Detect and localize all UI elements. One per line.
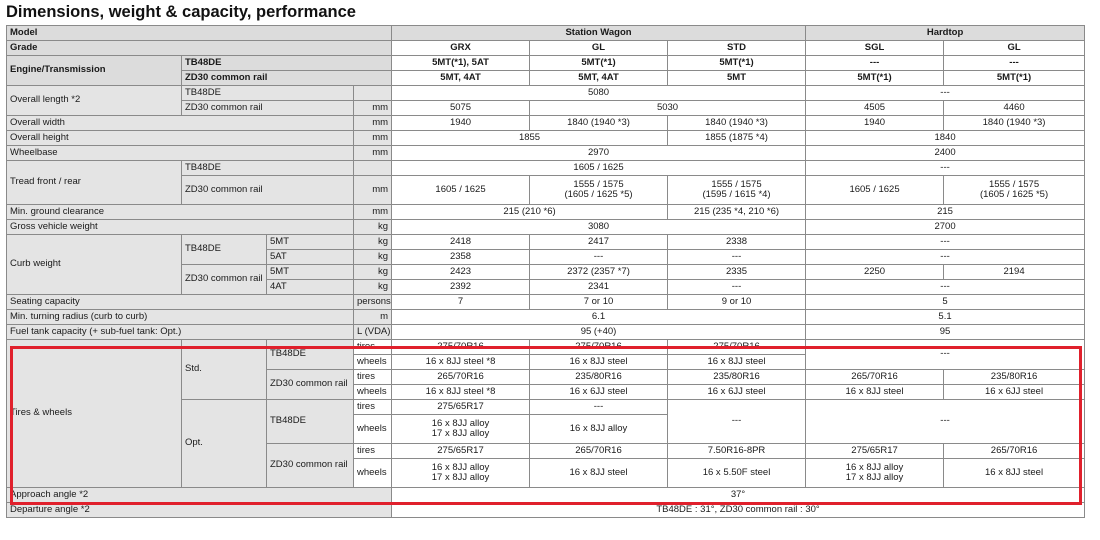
tw-std-tb-tires-std: 275/70R16 [668,340,806,355]
curb-weight-label: Curb weight [7,235,182,295]
row-tw-std-tb-tires [7,340,1085,355]
tw-opt-zd-engine: ZD30 common rail [267,444,354,488]
tread-zd-unit: mm [354,176,392,205]
curb-zd-5mt-std: 2335 [668,265,806,280]
overall-height-label: Overall height [7,131,354,146]
fuel-tank-unit: L (VDA) [354,325,392,340]
tw-std-tb-engine: TB48DE [267,340,354,370]
curb-zd-5mt-trans: 5MT [267,265,354,280]
tw-opt-zd-tires-gl-hardtop: 265/70R16 [944,444,1085,459]
tw-opt-tb-wheels-grx-line1: 16 x 8JJ alloy [431,417,490,429]
engine-zd30: ZD30 common rail [182,71,392,86]
curb-tb-5at-hardtop: --- [806,250,1085,265]
curb-tb-5mt-gl: 2417 [530,235,668,250]
curb-tb-5at-grx: 2358 [392,250,530,265]
grade-sgl: SGL [806,41,944,56]
tw-opt-zd-wheels-gl: 16 x 8JJ steel [530,459,668,488]
tw-opt-zd-wheels-grx-line1: 16 x 8JJ alloy [431,461,490,473]
tw-std-zd-tires-gl: 235/80R16 [530,370,668,385]
tw-opt-tb-std: --- [668,400,806,444]
seating-std: 9 or 10 [668,295,806,310]
row-seating [7,295,1085,310]
curb-tb-5at-gl: --- [530,250,668,265]
row-overall-height [7,131,1085,146]
curb-zd-4at-trans: 4AT [267,280,354,295]
zd-trans-gl-hardtop: 5MT(*1) [944,71,1085,86]
page-title: Dimensions, weight & capacity, performance [6,3,356,21]
tread-tb-sw: 1605 / 1625 [392,161,806,176]
approach-angle-label: Approach angle *2 [7,488,392,503]
row-departure-angle [7,503,1085,518]
row-approach-angle [7,488,1085,503]
tw-std-zd-tires-gl-hardtop: 235/80R16 [944,370,1085,385]
curb-tb-5at-trans: 5AT [267,250,354,265]
curb-tb-5at-std: --- [668,250,806,265]
curb-tb-5at-unit: kg [354,250,392,265]
tw-opt-zd-wheels-grx-line2: 17 x 8JJ alloy [431,472,490,483]
tw-std-label: Std. [182,340,267,400]
tw-std-tb-wheels-grx: 16 x 8JJ steel *8 [392,355,530,370]
overall-height-hardtop: 1840 [806,131,1085,146]
tw-opt-zd-tires-std: 7.50R16-8PR [668,444,806,459]
model-label: Model [7,26,392,41]
seating-gl: 7 or 10 [530,295,668,310]
curb-zd-5mt-unit: kg [354,265,392,280]
curb-zd-4at-grx: 2392 [392,280,530,295]
overall-height-std: 1855 (1875 *4) [668,131,806,146]
curb-zd-5mt-gl: 2372 (2357 *7) [530,265,668,280]
curb-tb-engine: TB48DE [182,235,267,265]
overall-length-zd-gl-std: 5030 [530,101,806,116]
tw-std-zd-tires-std: 235/80R16 [668,370,806,385]
row-tread-tb [7,161,1085,176]
row-fuel-tank [7,325,1085,340]
tread-zd-gl-hardtop-line2: (1605 / 1625 *5) [979,189,1049,200]
overall-width-label: Overall width [7,116,354,131]
curb-zd-4at-hardtop: --- [806,280,1085,295]
ground-clearance-label: Min. ground clearance [7,205,354,220]
overall-width-unit: mm [354,116,392,131]
tw-opt-tb-wheels-grx [392,415,530,444]
fuel-tank-hardtop: 95 [806,325,1085,340]
row-gross-weight [7,220,1085,235]
tw-std-zd-tires-grx: 265/70R16 [392,370,530,385]
tw-opt-tb-wheels-grx-line2: 17 x 8JJ alloy [431,428,490,439]
overall-height-unit: mm [354,131,392,146]
grade-grx: GRX [392,41,530,56]
tw-opt-tb-wheels-kind: wheels [354,415,392,444]
wheelbase-label: Wheelbase [7,146,354,161]
tread-zd-engine: ZD30 common rail [182,176,354,205]
overall-height-grx-gl: 1855 [392,131,668,146]
tread-zd-gl-hardtop-line1: 1555 / 1575 [988,178,1040,190]
tw-std-tb-tires-gl: 275/70R16 [530,340,668,355]
engine-tb48de: TB48DE [182,56,392,71]
grade-std: STD [668,41,806,56]
gross-weight-label: Gross vehicle weight [7,220,354,235]
tw-std-tb-wheels-kind: wheels [354,355,392,370]
curb-zd-5mt-gl-hardtop: 2194 [944,265,1085,280]
wheelbase-unit: mm [354,146,392,161]
gross-weight-sw: 3080 [392,220,806,235]
overall-length-label: Overall length *2 [7,86,182,116]
ground-clearance-grx-gl: 215 (210 *6) [392,205,668,220]
overall-length-tb-unit [354,86,392,101]
tb-trans-gl: 5MT(*1) [530,56,668,71]
row-overall-width [7,116,1085,131]
tread-zd-std [668,176,806,205]
turning-radius-hardtop: 5.1 [806,310,1085,325]
tw-opt-zd-tires-sgl: 275/65R17 [806,444,944,459]
tw-std-zd-tires-kind: tires [354,370,392,385]
fuel-tank-sw: 95 (+40) [392,325,806,340]
turning-radius-label: Min. turning radius (curb to curb) [7,310,354,325]
overall-width-gl: 1840 (1940 *3) [530,116,668,131]
gross-weight-hardtop: 2700 [806,220,1085,235]
tw-opt-label: Opt. [182,400,267,488]
curb-tb-5mt-unit: kg [354,235,392,250]
tb-trans-gl-hardtop: --- [944,56,1085,71]
tw-opt-zd-tires-kind: tires [354,444,392,459]
seating-grx: 7 [392,295,530,310]
tread-zd-sgl: 1605 / 1625 [806,176,944,205]
tw-std-zd-wheels-kind: wheels [354,385,392,400]
turning-radius-unit: m [354,310,392,325]
tread-zd-gl-line2: (1605 / 1625 *5) [564,189,633,200]
curb-zd-5mt-sgl: 2250 [806,265,944,280]
overall-length-tb-ht: --- [806,86,1085,101]
wheelbase-hardtop: 2400 [806,146,1085,161]
row-turning-radius [7,310,1085,325]
tw-opt-zd-wheels-std: 16 x 5.50F steel [668,459,806,488]
row-grade [7,41,1085,56]
curb-tb-5mt-std: 2338 [668,235,806,250]
tw-opt-zd-tires-grx: 275/65R17 [392,444,530,459]
tw-std-zd-engine: ZD30 common rail [267,370,354,400]
departure-angle-label: Departure angle *2 [7,503,392,518]
tw-opt-zd-wheels-gl-hardtop: 16 x 8JJ steel [944,459,1085,488]
tw-opt-zd-wheels-grx [392,459,530,488]
gross-weight-unit: kg [354,220,392,235]
wheelbase-sw: 2970 [392,146,806,161]
approach-angle-value: 37° [392,488,1085,503]
overall-length-zd-gl-hardtop: 4460 [944,101,1085,116]
curb-zd-4at-unit: kg [354,280,392,295]
seating-unit: persons [354,295,392,310]
tw-std-zd-tires-sgl: 265/70R16 [806,370,944,385]
row-wheelbase [7,146,1085,161]
tread-tb-unit [354,161,392,176]
tw-opt-tb-tires-kind: tires [354,400,392,415]
spec-table [6,25,1085,518]
fuel-tank-label: Fuel tank capacity (+ sub-fuel tank: Opt.) [7,325,354,340]
departure-angle-value: TB48DE : 31°, ZD30 common rail : 30° [392,503,1085,518]
overall-length-zd-sgl: 4505 [806,101,944,116]
tw-std-zd-wheels-grx: 16 x 8JJ steel *8 [392,385,530,400]
curb-tb-5mt-hardtop: --- [806,235,1085,250]
tw-std-tb-wheels-gl: 16 x 8JJ steel [530,355,668,370]
zd-trans-std: 5MT [668,71,806,86]
tw-opt-tb-tires-grx: 275/65R17 [392,400,530,415]
tw-opt-tb-tires-gl: --- [530,400,668,415]
curb-zd-4at-std: --- [668,280,806,295]
overall-width-std: 1840 (1940 *3) [668,116,806,131]
station-wagon-header: Station Wagon [392,26,806,41]
curb-zd-5mt-grx: 2423 [392,265,530,280]
tw-opt-zd-tires-gl: 265/70R16 [530,444,668,459]
tb-trans-sgl: --- [806,56,944,71]
tread-label: Tread front / rear [7,161,182,205]
tw-std-tb-tires-kind: tires [354,340,392,355]
tw-opt-zd-wheels-sgl [806,459,944,488]
tread-zd-grx: 1605 / 1625 [392,176,530,205]
tread-zd-std-line1: 1555 / 1575 [711,178,762,190]
overall-width-gl-hardtop: 1840 (1940 *3) [944,116,1085,131]
tw-std-zd-wheels-sgl: 16 x 8JJ steel [806,385,944,400]
tread-tb-engine: TB48DE [182,161,354,176]
curb-tb-5mt-trans: 5MT [267,235,354,250]
grade-label: Grade [7,41,392,56]
tread-zd-gl-line1: 1555 / 1575 [573,178,624,190]
tread-zd-std-line2: (1595 / 1615 *4) [702,189,771,200]
tw-std-zd-wheels-gl-hardtop: 16 x 6JJ steel [944,385,1085,400]
ground-clearance-hardtop: 215 [806,205,1085,220]
tw-std-zd-wheels-std: 16 x 6JJ steel [668,385,806,400]
row-ground-clearance [7,205,1085,220]
tw-opt-tb-engine: TB48DE [267,400,354,444]
ground-clearance-std: 215 (235 *4, 210 *6) [668,205,806,220]
curb-zd-engine: ZD30 common rail [182,265,267,295]
overall-length-zd-grx: 5075 [392,101,530,116]
tw-opt-zd-wheels-sgl-line2: 17 x 8JJ alloy [845,472,904,483]
tread-zd-gl [530,176,668,205]
grade-gl-hardtop: GL [944,41,1085,56]
engine-transmission-label: Engine/Transmission [7,56,182,86]
overall-width-sgl: 1940 [806,116,944,131]
overall-length-zd-unit: mm [354,101,392,116]
tw-opt-zd-wheels-sgl-line1: 16 x 8JJ alloy [845,461,904,473]
tb-trans-grx: 5MT(*1), 5AT [392,56,530,71]
turning-radius-sw: 6.1 [392,310,806,325]
row-engine-tb48de [7,56,1085,71]
row-curb-tb-5mt [7,235,1085,250]
tread-tb-hardtop: --- [806,161,1085,176]
tw-std-tb-hardtop: --- [806,340,1085,370]
tw-std-tb-wheels-std: 16 x 8JJ steel [668,355,806,370]
tires-wheels-label: Tires & wheels [7,340,182,488]
tw-std-tb-tires-grx: 275/70R16 [392,340,530,355]
overall-length-tb-sw: 5080 [392,86,806,101]
overall-width-grx: 1940 [392,116,530,131]
hardtop-header: Hardtop [806,26,1085,41]
seating-label: Seating capacity [7,295,354,310]
zd-trans-gl: 5MT, 4AT [530,71,668,86]
overall-length-zd-engine: ZD30 common rail [182,101,354,116]
grade-gl: GL [530,41,668,56]
zd-trans-grx: 5MT, 4AT [392,71,530,86]
tw-std-zd-wheels-gl: 16 x 6JJ steel [530,385,668,400]
tw-opt-tb-wheels-gl: 16 x 8JJ alloy [530,415,668,444]
row-model [7,26,1085,41]
curb-zd-4at-gl: 2341 [530,280,668,295]
tw-opt-tb-hardtop: --- [806,400,1085,444]
tb-trans-std: 5MT(*1) [668,56,806,71]
ground-clearance-unit: mm [354,205,392,220]
row-overall-length-tb [7,86,1085,101]
tread-zd-gl-hardtop [944,176,1085,205]
seating-hardtop: 5 [806,295,1085,310]
zd-trans-sgl: 5MT(*1) [806,71,944,86]
tw-opt-zd-wheels-kind: wheels [354,459,392,488]
curb-tb-5mt-grx: 2418 [392,235,530,250]
overall-length-tb-engine: TB48DE [182,86,354,101]
